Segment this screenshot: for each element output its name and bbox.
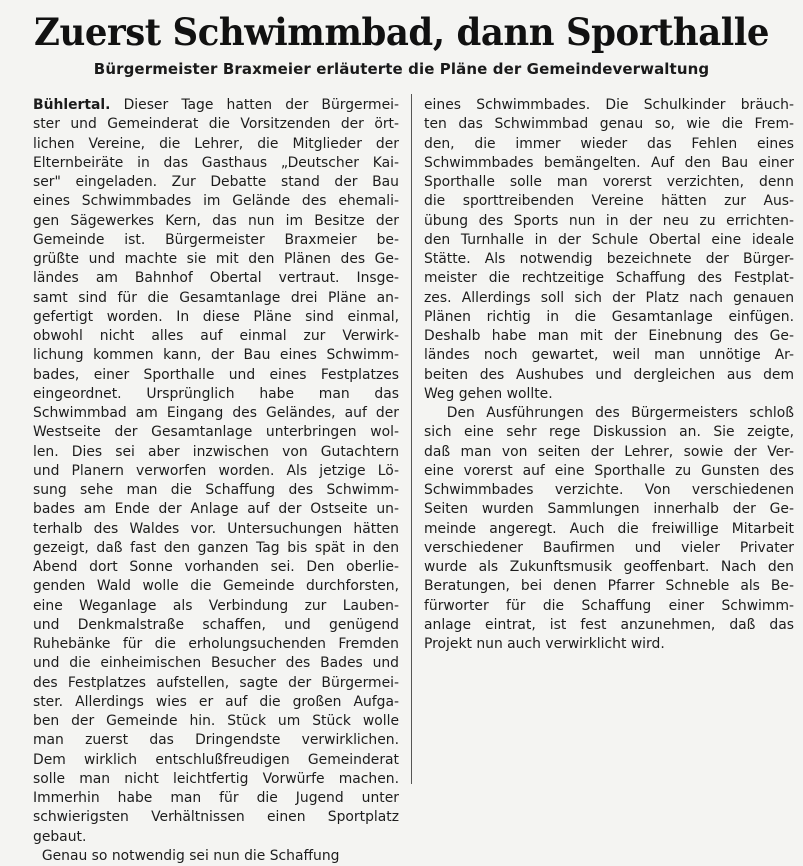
text-line: schwierigsten Verhältnissen einen Sportplatz [33,809,399,826]
text-line: Immerhin habe man für die Jugend unter [33,790,399,806]
text-line: gezeigt, daß fast den ganzen Tag bis spät in den [33,539,399,556]
text-line: gen Sägewerkes Kern, das nun im Besitze der [33,212,399,229]
text-line: ländes am Bahnhof Obertal vertraut. Insge- [33,270,399,287]
text-line: Plänen richtig in die Gesamtanlage einfügen. [424,308,794,325]
text-line: den Turnhalle in der Schule Obertal eine ideale [424,231,794,248]
text-line: Ruhebänke für die erholungsuchenden Fremden [33,636,399,652]
text-line: grüßte und machte sie mit den Plänen des Ge- [33,251,399,267]
text-line: obwohl nicht alles auf einmal zur Verwirk- [33,328,399,344]
text-line: bades am Ende der Anlage auf der Ostseite un- [33,501,399,518]
text-line: meinde angeregt. Auch die freiwillige Mitarbeit [424,520,794,537]
text-line: eine Weganlage als Verbindung zur Lauben- [33,597,399,614]
text-line: eingeordnet. Ursprünglich habe man das [33,385,399,402]
text-line: Sporthalle solle man vorerst verzichten, denn [424,174,794,190]
text-line: samt sind für die Gesamtanlage drei Pläne an- [33,289,399,306]
text-line: ben der Gemeinde hin. Stück um Stück wolle [33,713,399,729]
text-line: ser" eingeladen. Zur Debatte stand der Bau [33,174,399,190]
text-line: Projekt nun auch verwirklicht wird. [424,636,665,652]
text-line: lichen Vereine, die Lehrer, die Mitglieder der [33,135,399,152]
text-line: ten das Schwimmbad genau so, wie die Frem- [424,116,794,133]
text-line: genden Wald wolle die Gemeinde durchforsten, [33,578,399,595]
article-column-1 [33,96,399,866]
text-line: Abend dort Sonne vorhanden sei. Den oberlie- [33,559,399,575]
text-line: ländes noch gewartet, weil man unnötige Ar- [424,347,794,364]
text-line: und Denkmalstraße schaffen, und genügend [33,616,399,633]
text-line: man zuerst das Dringendste verwirklichen. [33,732,399,749]
text-line: gebaut. [33,828,87,845]
text-line: die sporttreibenden Vereine hätten zur Aus- [424,193,794,210]
text-line: und die einheimischen Besucher des Bades und [33,655,399,672]
text-line: des Festplatzes aufstellen, sagte der Bürgermei- [33,674,399,691]
text-line: eine vorerst auf eine Sporthalle zu Gunsten des [424,462,794,479]
column-divider [411,94,412,784]
text-line: Beratungen, bei denen Pfarrer Schneble als Be- [424,578,794,595]
text-line: zes. Allerdings soll sich der Platz nach genauen [424,289,794,306]
text-line: und Planern verworfen worden. Als jetzige Lö- [33,462,399,479]
text-line: Gemeinde ist. Bürgermeister Braxmeier be- [33,231,399,248]
text-line: den, die immer wieder das Fehlen eines [424,135,794,152]
text-line: terhalb des Waldes vor. Untersuchungen hätten [33,520,399,537]
text-line: bades, einer Sporthalle und eines Festplatzes [33,366,399,383]
text-line: ster und Gemeinderat die Vorsitzenden der ört- [33,116,399,133]
text-line: wurde als Zukunftsmusik geoffenbart. Nach den [424,559,794,575]
text-line: Genau so notwendig sei nun die Schaffung [33,847,340,864]
text-line: lichung kommen kann, der Bau eines Schwimm- [33,347,399,364]
text-line: daß man von seiten der Lehrer, sowie der Ver- [424,443,794,460]
text-line: Weg gehen wollte. [424,385,553,402]
subheadline: Bürgermeister Braxmeier erläuterte die Pläne der Gemeindeverwaltung [93,60,710,78]
text-line: ster. Allerdings wies er auf die großen Aufga- [33,693,399,710]
text-line: Schwimmbad am Eingang des Geländes, auf der [33,405,399,421]
text-line: beiten des Aushubes und dergleichen aus dem [424,366,794,383]
text-line: eines Schwimmbades im Gelände des ehemali- [33,193,399,210]
text-line: eines Schwimmbades. Die Schulkinder bräuch- [424,97,794,113]
text-line: sich eine sehr rege Diskussion an. Sie zeigte, [424,424,794,441]
text-line: meister die rechtzeitige Schaffung des Festplat- [424,270,794,287]
text-line: verschiedener Baufirmen und vieler Privater [424,539,794,556]
text-line: Seiten wurden Sammlungen innerhalb der Ge- [424,501,794,518]
article-column-2 [424,96,794,654]
text-line: Deshalb habe man mit der Einebnung des Ge- [424,328,794,344]
text-line: Elternbeiräte in das Gasthaus „Deutscher Kai- [33,154,399,171]
text-line: solle man nicht leichtfertig Vorwürfe machen. [33,770,399,787]
text-line: Schwimmbades verzichte. Von verschiedenen [424,482,794,498]
text-line: anlage eintrat, ist fest anzunehmen, daß das [424,616,794,633]
dateline: Bühlertal. [33,97,111,113]
text-line: sung sehe man die Schaffung des Schwimm- [33,482,399,498]
text-line: gefertigt worden. In diese Pläne sind einmal, [33,308,399,325]
headline: Zuerst Schwimmbad, dann Sporthalle [34,10,769,54]
text-line-content: Dieser Tage hatten der Bürgermei- [110,97,399,113]
text-line: Schwimmbades bemängelten. Auf den Bau einer [424,154,794,171]
text-line: fürworter für die Schaffung einer Schwimm- [424,597,794,614]
text-line: Stätte. Als notwendig bezeichnete der Bürger- [424,251,794,267]
text-line: Den Ausführungen des Bürgermeisters schloß [424,405,794,421]
text-line: len. Dies sei aber inzwischen von Gutachtern [33,443,399,460]
text-line [33,96,399,115]
text-line: übung des Sports nun in der neu zu errichten- [424,212,794,229]
text-line: Westseite der Gesamtanlage unterbringen wol- [33,424,399,441]
text-line: Dem wirklich entschlußfreudigen Gemeinderat [33,751,399,768]
